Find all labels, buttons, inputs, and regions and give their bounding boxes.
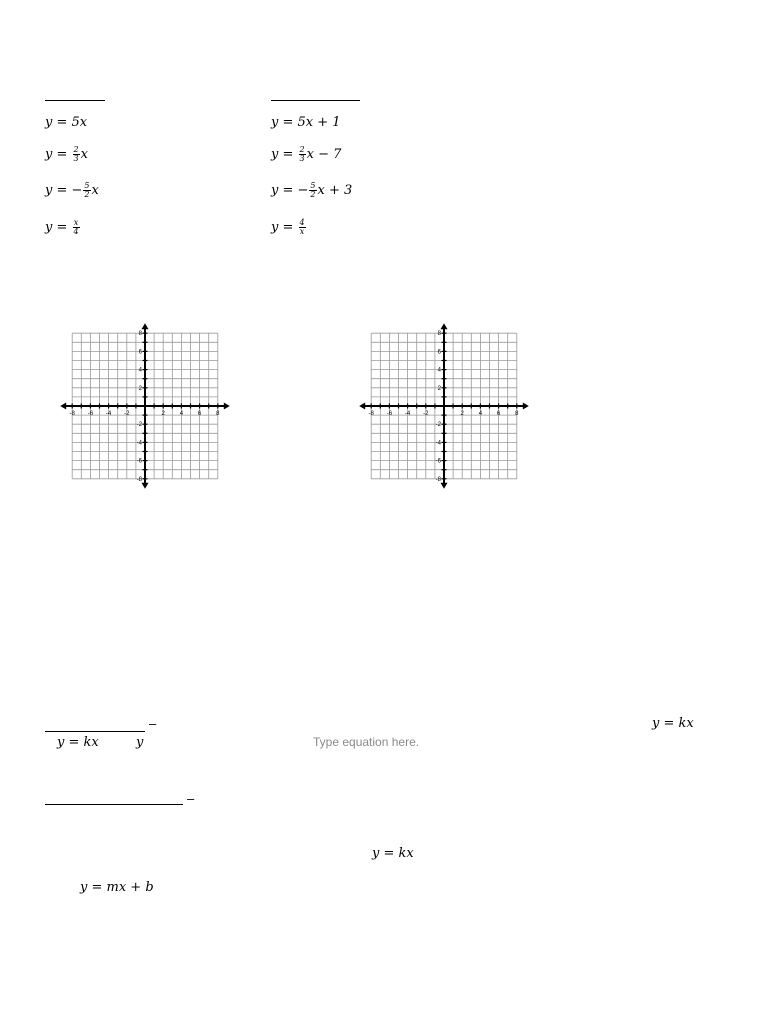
equation-right-2: y = $\frac{2}{3}$ x − 7 bbox=[271, 145, 342, 163]
x-tick-label: 4 bbox=[179, 411, 184, 417]
equation-slope-intercept: y = mx + b bbox=[80, 880, 154, 895]
arrow-right-icon bbox=[224, 403, 230, 410]
equation-left-4: y = $\frac{x}{4}$ bbox=[45, 218, 79, 236]
equation-left-1: y = 5x bbox=[45, 115, 88, 130]
y-tick-label: -6 bbox=[136, 458, 142, 465]
x-tick-label: 8 bbox=[216, 411, 220, 417]
x-tick-label: 4 bbox=[478, 411, 483, 417]
y-tick-label: 6 bbox=[437, 349, 441, 356]
equation-right-3: y = − $\frac{5}{2}$ x + 3 bbox=[271, 181, 353, 199]
y-tick-label: 4 bbox=[437, 367, 441, 374]
y-tick-label: 6 bbox=[138, 349, 142, 356]
y-tick-label: -2 bbox=[136, 422, 142, 429]
arrow-down-icon bbox=[142, 483, 149, 489]
y-tick-label: -8 bbox=[136, 476, 142, 483]
y-tick-label: -2 bbox=[435, 422, 441, 429]
x-tick-label: -6 bbox=[87, 411, 94, 417]
equation-placeholder[interactable]: Type equation here. bbox=[313, 735, 420, 749]
arrow-right-icon bbox=[523, 403, 529, 410]
equation-right-4: y = $\frac{4}{x}$ bbox=[271, 218, 305, 236]
x-tick-label: -4 bbox=[404, 411, 411, 417]
equation-left-3: y = − $\frac{5}{2}$ x bbox=[45, 181, 99, 199]
y-tick-label: 2 bbox=[437, 385, 441, 392]
x-tick-label: -8 bbox=[368, 411, 374, 417]
equation-y-kx-center: y = kx bbox=[372, 846, 414, 861]
equation-y-kx-right: y = kx bbox=[652, 716, 694, 731]
arrow-up-icon bbox=[441, 323, 448, 329]
x-tick-label: 6 bbox=[197, 411, 202, 417]
x-tick-label: -2 bbox=[423, 411, 429, 417]
blank-line-right-heading[interactable] bbox=[271, 100, 360, 101]
y-tick-label: 4 bbox=[138, 367, 142, 374]
y-tick-label: -4 bbox=[136, 440, 142, 447]
coordinate-grid-left[interactable] bbox=[58, 318, 230, 494]
x-tick-label: 2 bbox=[161, 411, 165, 417]
arrow-up-icon bbox=[142, 323, 149, 329]
x-tick-label: -6 bbox=[386, 411, 393, 417]
x-tick-label: 2 bbox=[460, 411, 464, 417]
dash-section1: – bbox=[149, 716, 157, 731]
x-tick-label: 6 bbox=[496, 411, 501, 417]
arrow-left-icon bbox=[359, 403, 365, 410]
y-tick-label: -8 bbox=[435, 476, 441, 483]
x-tick-label: -2 bbox=[124, 411, 130, 417]
equation-left-2: y = $\frac{2}{3}$ x bbox=[45, 145, 88, 163]
y-tick-label: -4 bbox=[435, 440, 441, 447]
y-tick-label: 8 bbox=[138, 331, 142, 338]
y-tick-label: 2 bbox=[138, 385, 142, 392]
x-tick-label: 8 bbox=[515, 411, 519, 417]
equation-right-1: y = 5x + 1 bbox=[271, 115, 341, 130]
arrow-left-icon bbox=[60, 403, 66, 410]
blank-line-section2[interactable] bbox=[45, 804, 183, 805]
y-tick-label: 8 bbox=[437, 331, 441, 338]
x-tick-label: -8 bbox=[69, 411, 75, 417]
arrow-down-icon bbox=[441, 483, 448, 489]
y-tick-label: -6 bbox=[435, 458, 441, 465]
equation-y-kx-left: y = kx bbox=[57, 735, 99, 750]
dash-section2: – bbox=[187, 791, 195, 806]
blank-line-left-heading[interactable] bbox=[45, 100, 105, 101]
variable-y: y bbox=[136, 735, 144, 750]
x-tick-label: -4 bbox=[105, 411, 112, 417]
blank-line-section1[interactable] bbox=[45, 731, 145, 732]
coordinate-grid-right[interactable] bbox=[357, 318, 529, 494]
